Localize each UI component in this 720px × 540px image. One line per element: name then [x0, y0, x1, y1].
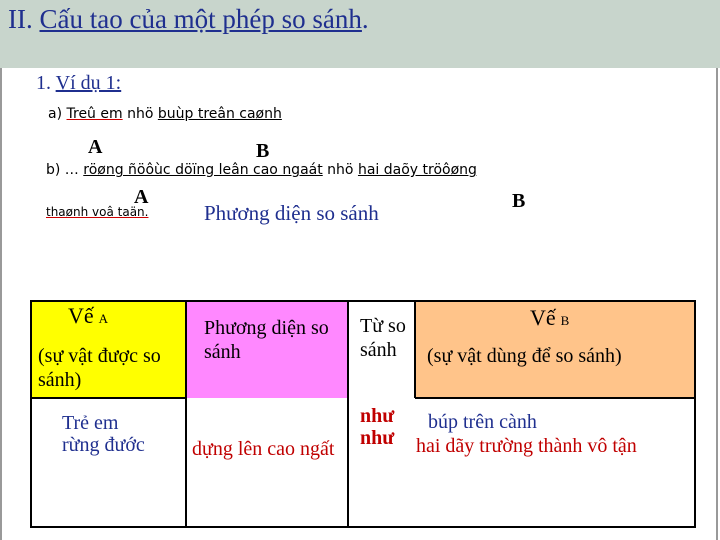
- page-title: [8, 4, 369, 35]
- aspect-header: Phương diện so sánh: [204, 317, 329, 363]
- title-prefix: II.: [8, 4, 40, 34]
- ve-b-desc: (sự vật dùng để so sánh): [427, 345, 622, 367]
- line-b-mark-a: A: [134, 186, 149, 208]
- ve-b-word: Vế: [530, 305, 556, 330]
- ve-a-desc: (sự vật được so sánh): [38, 345, 161, 391]
- line-a-part3: buùp treân caønh: [157, 106, 282, 122]
- ve-a-row-1: Trẻ em: [62, 412, 119, 434]
- ve-a-letter: A: [98, 311, 109, 326]
- line-b-part2: nhö: [322, 162, 358, 178]
- ve-b-row-2: hai dãy trường thành vô tận: [416, 435, 637, 457]
- ve-b-row-1: búp trên cành: [428, 411, 537, 433]
- line-b-part3: hai daõy tröôøng: [357, 162, 477, 178]
- line-a-part2: nhö: [122, 106, 158, 122]
- table-divider: [415, 397, 696, 399]
- title-suffix: .: [361, 4, 369, 34]
- example-label-prefix: 1.: [36, 72, 56, 94]
- aspect-row-1: dựng lên cao ngất: [192, 438, 335, 460]
- example-line-b: [46, 162, 477, 178]
- aspect-label: Phương diện so sánh: [204, 201, 379, 225]
- example-line-a: [48, 106, 282, 122]
- line-c-text: thaønh voâ taän.: [46, 205, 149, 219]
- line-a-mark-a: A: [88, 136, 103, 158]
- ve-b-title: [530, 306, 569, 333]
- example-label: [36, 72, 121, 95]
- title-bar: [0, 0, 720, 68]
- table-divider: [30, 397, 186, 399]
- comparison-word-header: Từ so sánh: [360, 315, 406, 361]
- line-b-part1: röøng ñöôùc döïng leân cao ngaát: [83, 162, 323, 178]
- ve-b-letter: B: [560, 313, 570, 328]
- example-line-c: [46, 205, 148, 219]
- line-a-part1: Treû em: [66, 106, 123, 122]
- line-b-prefix: b) …: [46, 162, 84, 178]
- line-a-prefix: a): [48, 106, 67, 122]
- line-b-mark-b: B: [512, 190, 526, 212]
- ve-a-title: [68, 304, 108, 331]
- table-divider: [185, 300, 187, 528]
- table-divider: [414, 300, 416, 398]
- ve-a-row-2: rừng đước: [62, 434, 145, 456]
- example-label-main: Ví dụ 1:: [55, 72, 122, 94]
- table-divider: [347, 300, 349, 528]
- comparison-word-row-2: như: [360, 427, 395, 449]
- ve-a-word: Vế: [68, 303, 94, 328]
- comparison-word-row-1: như: [360, 405, 395, 427]
- line-a-mark-b: B: [256, 140, 270, 162]
- title-main: Cấu tao của một phép so sánh: [39, 4, 362, 34]
